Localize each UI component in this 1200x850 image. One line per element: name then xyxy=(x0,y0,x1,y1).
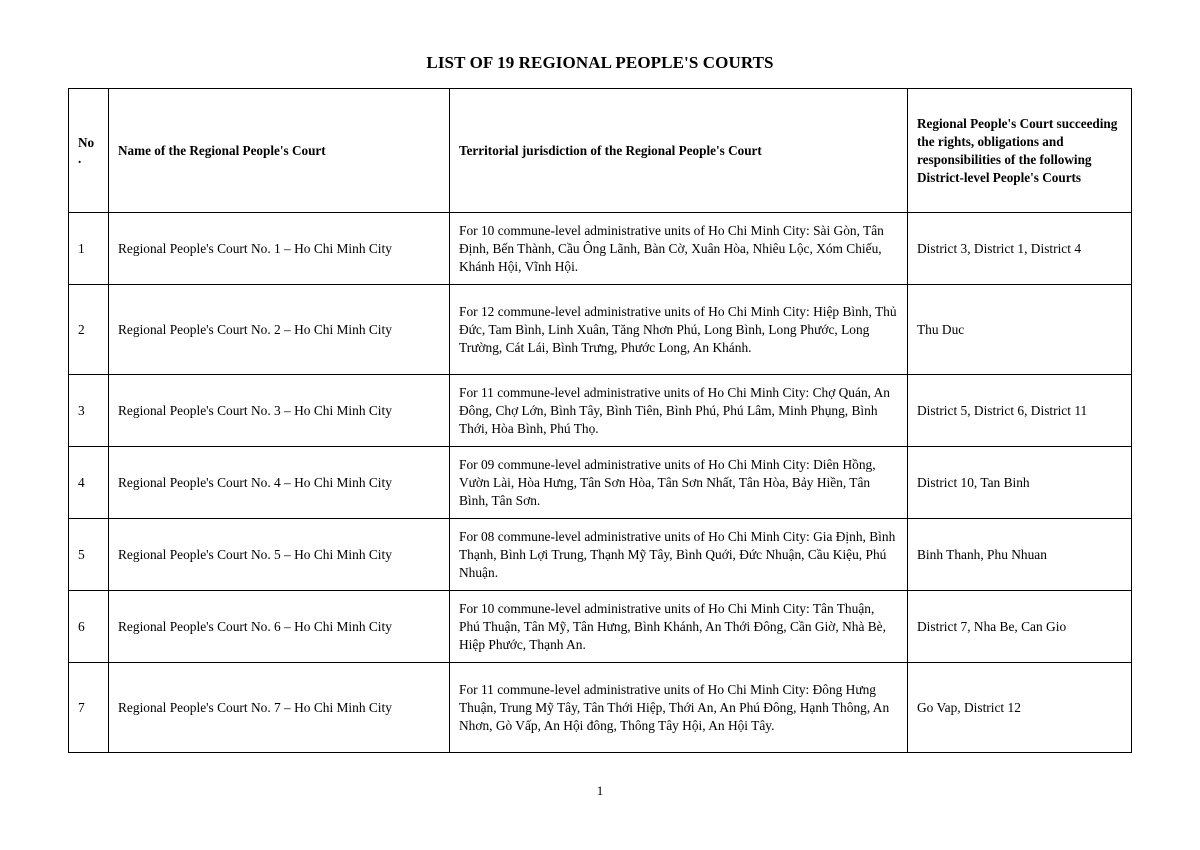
court-jurisdiction: For 11 commune-level administrative units of Ho Chi Minh City: Đông Hưng Thuận, Trung Mỹ Tây, Tân Thới Hiệp, Thới An, An Phú Đông, Hạnh Thông, An Nhơn, Gò Vấp, An Hội đông, Thông Tây Hội, An Hội Tây. xyxy=(450,663,908,753)
court-name: Regional People's Court No. 7 – Ho Chi Minh City xyxy=(109,663,450,753)
row-number: 4 xyxy=(69,447,109,519)
court-jurisdiction: For 08 commune-level administrative units of Ho Chi Minh City: Gia Định, Bình Thạnh, Bình Lợi Trung, Thạnh Mỹ Tây, Bình Quới, Đức Nhuận, Cầu Kiệu, Phú Nhuận. xyxy=(450,519,908,591)
table-row xyxy=(69,285,1132,375)
header-no-line1: No xyxy=(78,134,95,150)
table-row xyxy=(69,447,1132,519)
succeeding-courts: District 3, District 1, District 4 xyxy=(908,213,1132,285)
court-name: Regional People's Court No. 6 – Ho Chi Minh City xyxy=(109,591,450,663)
regional-courts-table xyxy=(68,88,1132,753)
table-row xyxy=(69,519,1132,591)
header-jurisdiction: Territorial jurisdiction of the Regional People's Court xyxy=(450,89,908,213)
table-row xyxy=(69,375,1132,447)
court-jurisdiction: For 10 commune-level administrative units of Ho Chi Minh City: Sài Gòn, Tân Định, Bến Thành, Cầu Ông Lãnh, Bàn Cờ, Xuân Hòa, Nhiêu Lộc, Xóm Chiếu, Khánh Hội, Vĩnh Hội. xyxy=(450,213,908,285)
court-jurisdiction: For 09 commune-level administrative units of Ho Chi Minh City: Diên Hồng, Vườn Lài, Hòa Hưng, Tân Sơn Hòa, Tân Sơn Nhất, Tân Hòa, Bảy Hiền, Tân Bình, Tân Sơn. xyxy=(450,447,908,519)
row-number: 5 xyxy=(69,519,109,591)
row-number: 2 xyxy=(69,285,109,375)
header-succeeding-courts: Regional People's Court succeeding the rights, obligations and responsibilities of the following District-level People's Courts xyxy=(908,89,1132,213)
header-no-line2: . xyxy=(78,150,82,166)
row-number: 1 xyxy=(69,213,109,285)
court-jurisdiction: For 12 commune-level administrative units of Ho Chi Minh City: Hiệp Bình, Thủ Đức, Tam Bình, Linh Xuân, Tăng Nhơn Phú, Long Bình, Long Phước, Long Trường, Cát Lái, Bình Trưng, Phước Long, An Khánh. xyxy=(450,285,908,375)
table-row xyxy=(69,591,1132,663)
court-name: Regional People's Court No. 5 – Ho Chi Minh City xyxy=(109,519,450,591)
court-name: Regional People's Court No. 4 – Ho Chi Minh City xyxy=(109,447,450,519)
table-row xyxy=(69,213,1132,285)
succeeding-courts: Thu Duc xyxy=(908,285,1132,375)
table-header-row xyxy=(69,89,1132,213)
court-jurisdiction: For 11 commune-level administrative units of Ho Chi Minh City: Chợ Quán, An Đông, Chợ Lớn, Bình Tây, Bình Tiên, Bình Phú, Phú Lâm, Minh Phụng, Bình Thới, Hòa Bình, Phú Thọ. xyxy=(450,375,908,447)
court-name: Regional People's Court No. 2 – Ho Chi Minh City xyxy=(109,285,450,375)
court-name: Regional People's Court No. 3 – Ho Chi Minh City xyxy=(109,375,450,447)
succeeding-courts: District 10, Tan Binh xyxy=(908,447,1132,519)
header-court-name: Name of the Regional People's Court xyxy=(109,89,450,213)
court-jurisdiction: For 10 commune-level administrative units of Ho Chi Minh City: Tân Thuận, Phú Thuận, Tân Mỹ, Tân Hưng, Bình Khánh, An Thới Đông, Cần Giờ, Nhà Bè, Hiệp Phước, Thạnh An. xyxy=(450,591,908,663)
table-row xyxy=(69,663,1132,753)
row-number: 6 xyxy=(69,591,109,663)
row-number: 3 xyxy=(69,375,109,447)
succeeding-courts: District 5, District 6, District 11 xyxy=(908,375,1132,447)
page-number: 1 xyxy=(596,783,604,798)
row-number: 7 xyxy=(69,663,109,753)
succeeding-courts: Go Vap, District 12 xyxy=(908,663,1132,753)
header-no xyxy=(69,89,109,213)
succeeding-courts: Binh Thanh, Phu Nhuan xyxy=(908,519,1132,591)
document-title: LIST OF 19 REGIONAL PEOPLE'S COURTS xyxy=(426,53,774,72)
succeeding-courts: District 7, Nha Be, Can Gio xyxy=(908,591,1132,663)
court-name: Regional People's Court No. 1 – Ho Chi Minh City xyxy=(109,213,450,285)
